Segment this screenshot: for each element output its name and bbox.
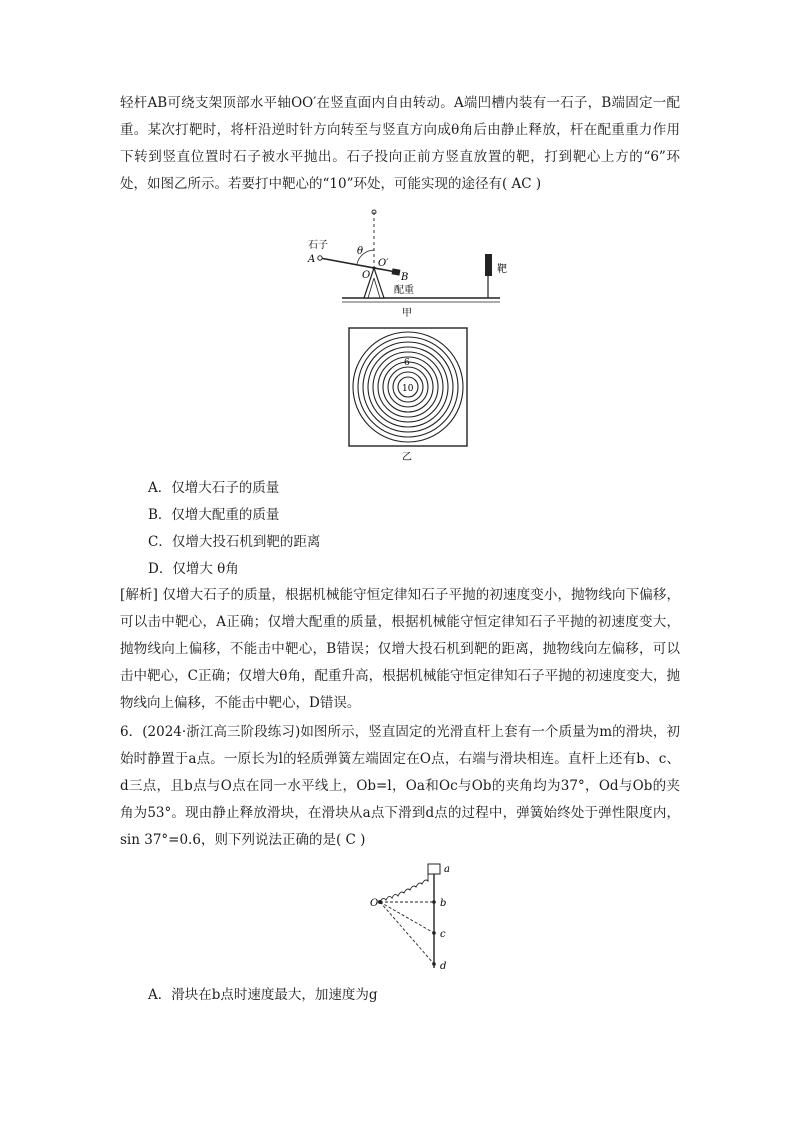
label-A: A bbox=[308, 254, 316, 265]
slider bbox=[428, 864, 440, 874]
label-counterweight: 配重 bbox=[394, 285, 414, 296]
label-stone: 石子 bbox=[308, 240, 328, 251]
label-b: b bbox=[440, 898, 447, 909]
label-O: O bbox=[362, 270, 371, 281]
option-C: C．仅增大投石机到靶的距离 bbox=[148, 534, 321, 550]
label-a: a bbox=[444, 864, 450, 875]
spring bbox=[380, 872, 428, 902]
question-6-stem: 6．(2024·浙江高三阶段练习)如图所示，竖直固定的光滑直杆上套有一个质量为m的滑块，初始时静置于a点。一原长为l的轻质弹簧左端固定在O点，右端与滑块相连。直杆上还有b、c、d三点，且b点与O点在同一水平线上，Ob=l，Oa和Oc与Ob的夹角均为37°，Od与Ob的夹角为53°。现由静止释放滑块，在滑块从a点下滑到d点的过程中，弹簧始终处于弹性限度内，sin 37°=0.6，则下列说法正确的是( C ) bbox=[120, 724, 680, 848]
label-Oprime: O′ bbox=[378, 258, 389, 269]
label-B: B bbox=[401, 272, 409, 283]
question-5-stem: 轻杆AB可绕支架顶部水平轴OO′在竖直面内自由转动。A端凹槽内装有一石子，B端固定一配重。某次打靶时，将杆沿逆时针方向转至与竖直方向成θ角后由静止释放，杆在配重重力作用下转到竖直位置时石子被水平抛出。石子投向正前方竖直放置的靶，打到靶心上方的“6”环处，如图乙所示。若要打中靶心的“10”环处，可能实现的途径有( AC ) bbox=[120, 95, 680, 192]
target-board bbox=[485, 254, 492, 276]
option-D: D．仅增大 θ角 bbox=[148, 561, 239, 577]
caption-yi: 乙 bbox=[402, 452, 412, 462]
label-O: O bbox=[370, 898, 379, 909]
label-d: d bbox=[440, 961, 447, 972]
figure-target-rings bbox=[348, 327, 468, 462]
option-A: A．仅增大石子的质量 bbox=[148, 480, 280, 496]
label-c: c bbox=[440, 929, 446, 940]
ring-label-10: 10 bbox=[402, 384, 414, 394]
question-5-analysis: [解析] 仅增大石子的质量，根据机械能守恒定律知石子平抛的初速度变小，抛物线向下偏移，可以击中靶心，A正确；仅增大配重的质量，根据机械能守恒定律知石子平抛的初速度变大，抛物线向上偏移，不能击中靶心，B错误；仅增大投石机到靶的距离，抛物线向左偏移，可以击中靶心，C正确；仅增大θ角，配重升高，根据机械能守恒定律知石子平抛的初速度变大，抛物线向上偏移，不能击中靶心，D错误。 bbox=[120, 587, 680, 711]
label-theta: θ bbox=[357, 246, 364, 257]
figure-catapult bbox=[300, 200, 540, 320]
question-6-option-A: A．滑块在b点时速度最大，加速度为g bbox=[148, 987, 378, 1003]
caption-jia: 甲 bbox=[402, 308, 412, 319]
option-B: B．仅增大配重的质量 bbox=[148, 507, 280, 523]
figure-spring-rod bbox=[366, 858, 466, 978]
ring-label-6: 6 bbox=[404, 358, 410, 368]
label-target: 靶 bbox=[497, 264, 507, 275]
